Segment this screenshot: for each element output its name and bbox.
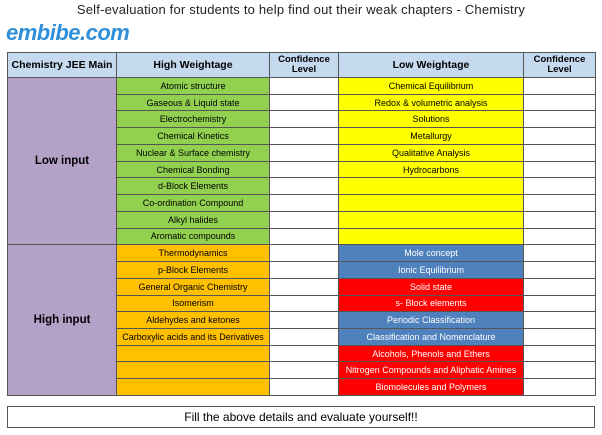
header-confidence-high: Confidence Level [270, 53, 339, 78]
high-weightage-chapter: Isomerism [117, 295, 270, 312]
confidence-level-input[interactable] [270, 379, 339, 396]
confidence-level-input[interactable] [524, 295, 596, 312]
group-label-low-input: Low input [8, 78, 117, 245]
confidence-level-input[interactable] [524, 379, 596, 396]
confidence-level-input[interactable] [524, 178, 596, 195]
confidence-level-input[interactable] [270, 111, 339, 128]
table-row [8, 78, 596, 95]
low-weightage-chapter [339, 228, 524, 245]
header-high-weightage: High Weightage [117, 53, 270, 78]
confidence-level-input[interactable] [524, 94, 596, 111]
low-weightage-chapter: Redox & volumetric analysis [339, 94, 524, 111]
low-weightage-chapter: Metallurgy [339, 128, 524, 145]
confidence-level-input[interactable] [270, 362, 339, 379]
confidence-level-input[interactable] [524, 312, 596, 329]
header-confidence-low: Confidence Level [524, 53, 596, 78]
confidence-level-input[interactable] [270, 78, 339, 95]
confidence-level-input[interactable] [270, 94, 339, 111]
confidence-level-input[interactable] [524, 161, 596, 178]
confidence-level-input[interactable] [524, 111, 596, 128]
embibe-logo: embibe.com [6, 20, 130, 45]
confidence-level-input[interactable] [524, 195, 596, 212]
confidence-level-input[interactable] [524, 128, 596, 145]
high-weightage-chapter: Alkyl halides [117, 211, 270, 228]
confidence-level-input[interactable] [524, 278, 596, 295]
low-weightage-chapter: Solid state [339, 278, 524, 295]
low-weightage-chapter: Hydrocarbons [339, 161, 524, 178]
high-weightage-chapter: Gaseous & Liquid state [117, 94, 270, 111]
low-weightage-chapter: Mole concept [339, 245, 524, 262]
table-row [8, 245, 596, 262]
confidence-level-input[interactable] [270, 329, 339, 346]
high-weightage-chapter [117, 379, 270, 396]
high-weightage-chapter: Chemical Kinetics [117, 128, 270, 145]
high-weightage-chapter: Chemical Bonding [117, 161, 270, 178]
low-weightage-chapter: s- Block elements [339, 295, 524, 312]
confidence-level-input[interactable] [524, 329, 596, 346]
high-weightage-chapter: Thermodynamics [117, 245, 270, 262]
high-weightage-chapter [117, 345, 270, 362]
high-weightage-chapter: Electrochemistry [117, 111, 270, 128]
high-weightage-chapter: Atomic structure [117, 78, 270, 95]
low-weightage-chapter [339, 178, 524, 195]
confidence-level-input[interactable] [270, 211, 339, 228]
low-weightage-chapter: Ionic Equilibrium [339, 262, 524, 279]
header-low-weightage: Low Weightage [339, 53, 524, 78]
confidence-level-input[interactable] [270, 262, 339, 279]
confidence-level-input[interactable] [524, 78, 596, 95]
low-weightage-chapter [339, 195, 524, 212]
chapter-table [7, 52, 596, 396]
high-weightage-chapter: p-Block Elements [117, 262, 270, 279]
confidence-level-input[interactable] [524, 228, 596, 245]
low-weightage-chapter: Solutions [339, 111, 524, 128]
confidence-level-input[interactable] [524, 362, 596, 379]
low-weightage-chapter: Periodic Classification [339, 312, 524, 329]
low-weightage-chapter: Nitrogen Compounds and Aliphatic Amines [339, 362, 524, 379]
footer-note: Fill the above details and evaluate yourself!! [7, 406, 595, 428]
confidence-level-input[interactable] [524, 144, 596, 161]
high-weightage-chapter: d-Block Elements [117, 178, 270, 195]
low-weightage-chapter: Classification and Nomenclature [339, 329, 524, 346]
high-weightage-chapter: Carboxylic acids and its Derivatives [117, 329, 270, 346]
table-body [8, 78, 596, 396]
confidence-level-input[interactable] [270, 278, 339, 295]
group-label-high-input: High input [8, 245, 117, 396]
high-weightage-chapter: Aromatic compounds [117, 228, 270, 245]
low-weightage-chapter [339, 211, 524, 228]
high-weightage-chapter: Nuclear & Surface chemistry [117, 144, 270, 161]
confidence-level-input[interactable] [524, 262, 596, 279]
confidence-level-input[interactable] [270, 295, 339, 312]
confidence-level-input[interactable] [270, 228, 339, 245]
low-weightage-chapter: Chemical Equilibrium [339, 78, 524, 95]
high-weightage-chapter: Co-ordination Compound [117, 195, 270, 212]
low-weightage-chapter: Qualitative Analysis [339, 144, 524, 161]
confidence-level-input[interactable] [270, 345, 339, 362]
confidence-level-input[interactable] [270, 161, 339, 178]
confidence-level-input[interactable] [524, 345, 596, 362]
page-title: Self-evaluation for students to help find out their weak chapters - Chemistry [76, 2, 526, 17]
confidence-level-input[interactable] [524, 211, 596, 228]
high-weightage-chapter [117, 362, 270, 379]
confidence-level-input[interactable] [270, 245, 339, 262]
confidence-level-input[interactable] [270, 178, 339, 195]
header-subject: Chemistry JEE Main [8, 53, 117, 78]
confidence-level-input[interactable] [270, 195, 339, 212]
high-weightage-chapter: Aldehydes and ketones [117, 312, 270, 329]
high-weightage-chapter: General Organic Chemistry [117, 278, 270, 295]
low-weightage-chapter: Biomolecules and Polymers [339, 379, 524, 396]
low-weightage-chapter: Alcohols, Phenols and Ethers [339, 345, 524, 362]
table-header-row [8, 53, 596, 78]
confidence-level-input[interactable] [270, 144, 339, 161]
confidence-level-input[interactable] [270, 312, 339, 329]
confidence-level-input[interactable] [524, 245, 596, 262]
confidence-level-input[interactable] [270, 128, 339, 145]
